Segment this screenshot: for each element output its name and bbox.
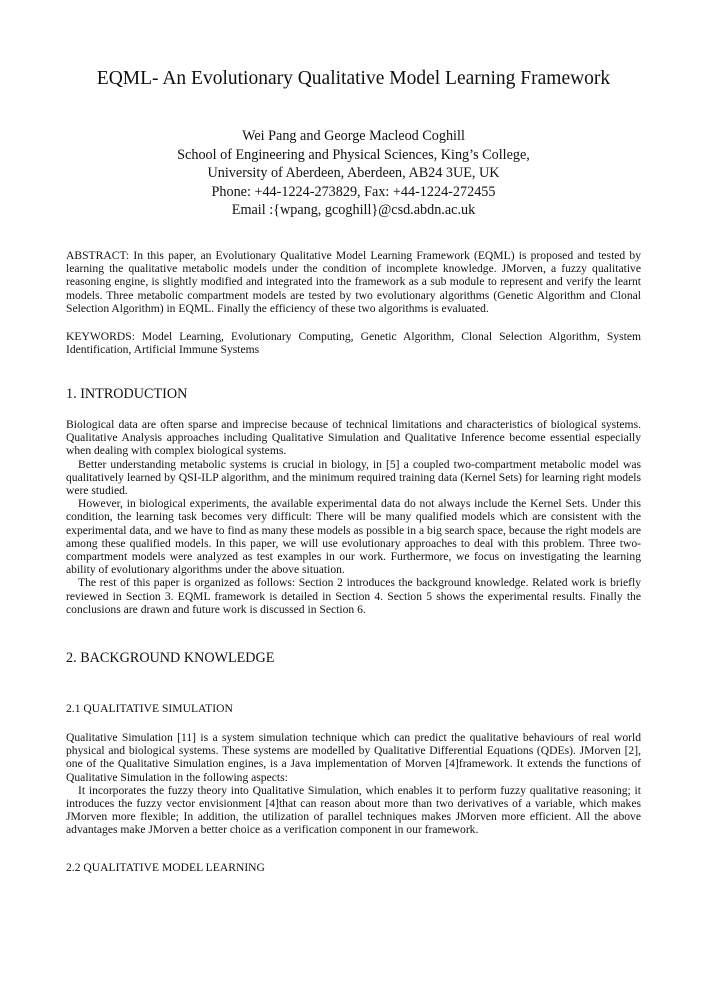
paragraph: The rest of this paper is organized as follows: Section 2 introduces the background knowledge. Related work is briefly reviewed in Section 3. EQML framework is detailed in Section 4. Section 5 shows the experimental results. Finally the conclusions are drawn and future work is discussed in Section 6. xyxy=(66,576,641,616)
paragraph: However, in biological experiments, the available experimental data do not always include the Kernel Sets. Under this condition, the learning task becomes very difficult: There will be many qualified models which are consistent with the experimental data, and we have to find as many these models as possible in a big search space, because the right models are among these qualified models. In this paper, we will use evolutionary approaches to deal with this problem. Three two-compartment models were analyzed as test examples in our work. Furthermore, we focus on investigating the learning ability of evolutionary algorithms under the above situation. xyxy=(66,497,641,577)
paragraph: Qualitative Simulation [11] is a system simulation technique which can predict the qualitative behaviours of real world physical and biological systems. These systems are modelled by Qualitative Differential Equations (QDEs). JMorven [2], one of the Qualitative Simulation engines, is a Java implementation of Morven [4]framework. It extends the functions of Qualitative Simulation in the following aspects: xyxy=(66,731,641,784)
paragraph: Biological data are often sparse and imprecise because of technical limitations and characteristics of biological systems. Qualitative Analysis approaches including Qualitative Simulation and Qualitative Inference become essential especially when dealing with complex biological systems. xyxy=(66,418,641,458)
keywords-text: KEYWORDS: Model Learning, Evolutionary Computing, Genetic Algorithm, Clonal Selection Algorithm, System Identification, Artificial Immune Systems xyxy=(66,330,641,357)
author-address: University of Aberdeen, Aberdeen, AB24 3UE, UK xyxy=(207,165,500,182)
subsection-heading-qualitative-simulation: 2.1 QUALITATIVE SIMULATION xyxy=(66,702,233,715)
qualitative-simulation-body xyxy=(66,731,641,837)
paper-title: EQML- An Evolutionary Qualitative Model Learning Framework xyxy=(96,68,611,89)
paragraph: Better understanding metabolic systems is crucial in biology, in [5] a coupled two-compartment metabolic model was qualitatively learned by QSI-ILP algorithm, and the minimum required training data (Kernel Sets) for learning right models were studied. xyxy=(66,457,641,498)
abstract xyxy=(66,249,641,315)
paragraph: It incorporates the fuzzy theory into Qualitative Simulation, which enables it to perform fuzzy qualitative reasoning; it introduces the fuzzy vector envisionment [4]that can reason about more than two derivatives of a variable, which makes JMorven more flexible; In addition, the utilization of parallel techniques makes JMorven more efficient. All the above advantages make JMorven a better choice as a verification component in our framework. xyxy=(66,783,641,837)
abstract-text: ABSTRACT: In this paper, an Evolutionary Qualitative Model Learning Framework (EQML) is proposed and tested by learning the qualitative metabolic models under the condition of incomplete knowledge. JMorven, a fuzzy qualitative reasoning engine, is slightly modified and integrated into the framework as a sub module to represent and verify the learnt models. Three metabolic compartment models are tested by two evolutionary algorithms (Genetic Algorithm and Clonal Selection Algorithm) in EQML. Finally the efficiency of these two algorithms is evaluated. xyxy=(66,249,641,315)
introduction-body xyxy=(66,418,641,616)
section-heading-background: 2. BACKGROUND KNOWLEDGE xyxy=(66,650,275,666)
author-phone: Phone: +44-1224-273829, Fax: +44-1224-272455 xyxy=(211,183,496,200)
author-block xyxy=(0,127,707,220)
subsection-heading-model-learning: 2.2 QUALITATIVE MODEL LEARNING xyxy=(66,861,265,874)
keywords xyxy=(66,330,641,356)
author-affiliation: School of Engineering and Physical Sciences, King’s College, xyxy=(177,146,530,163)
author-names: Wei Pang and George Macleod Coghill xyxy=(242,128,465,144)
author-email: Email :{wpang, gcoghill}@csd.abdn.ac.uk xyxy=(231,202,476,219)
section-heading-introduction: 1. INTRODUCTION xyxy=(66,386,188,402)
